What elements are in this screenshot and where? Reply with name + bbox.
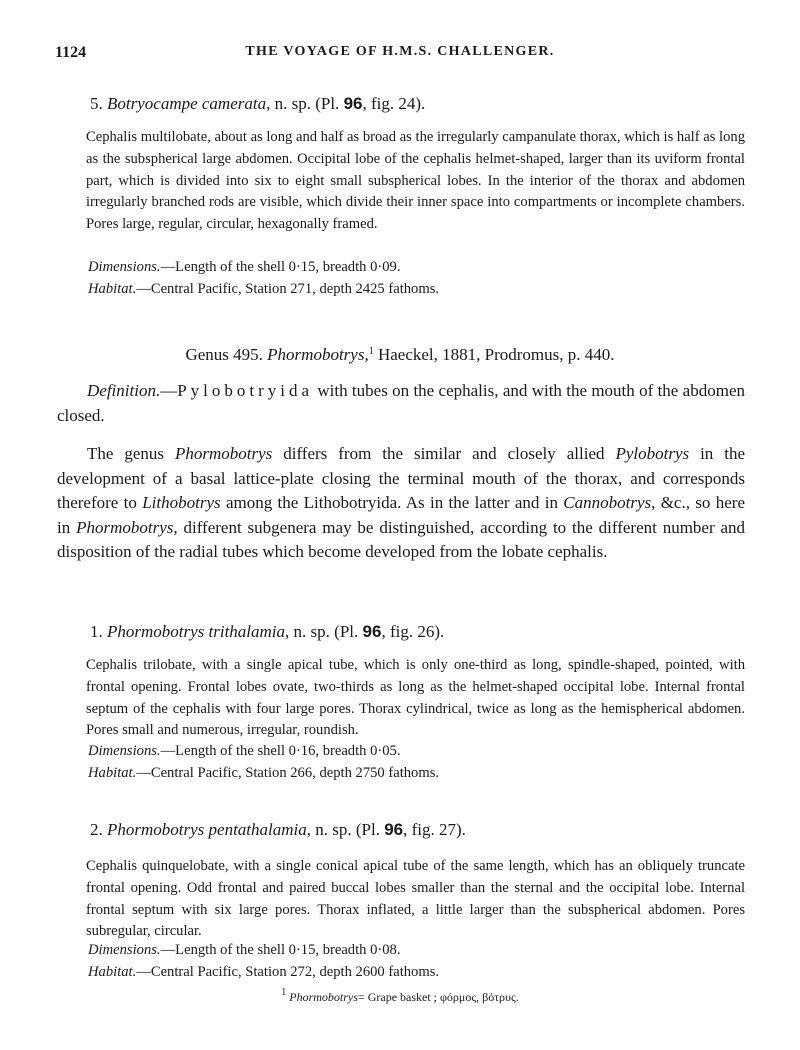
species-1-heading: 1. Phormobotrys trithalamia, n. sp. (Pl. 96, fig. 26). [90,622,445,641]
species-number: 1. [90,622,103,641]
species-name: Phormobotrys pentathalamia [107,820,307,839]
species-2-heading: 2. Phormobotrys pentathalamia, n. sp. (Pl. 96, fig. 27). [90,820,466,839]
species-5-heading: 5. Botryocampe camerata, n. sp. (Pl. 96, fig. 24). [90,94,426,113]
species-name: Botryocampe camerata [107,94,267,113]
running-title: THE VOYAGE OF H.M.S. CHALLENGER. [245,44,555,59]
species-1-dimensions: Dimensions.—Length of the shell 0·16, breadth 0·05. [88,743,401,759]
page-number: 1124 [55,44,87,61]
plate-number: 96 [343,94,363,113]
species-2-habitat: Habitat.—Central Pacific, Station 272, depth 2600 fathoms. [88,964,440,980]
species-number: 2. [90,820,103,839]
species-5-dimensions: Dimensions.—Length of the shell 0·15, breadth 0·09. [88,259,401,275]
footnote-ref: 1 [368,346,374,357]
species-5-habitat: Habitat.—Central Pacific, Station 271, depth 2425 fathoms. [88,281,440,297]
genus-definition: Definition.—Pylobotryida with tubes on the cephalis, and with the mouth of the abdomen closed. [57,381,745,425]
species-name: Phormobotrys trithalamia [107,622,286,641]
genus-discussion: The genus Phormobotrys differs from the similar and closely allied Pylobotrys in the development of a basal lattice-plate closing the terminal mouth of the thorax, and corresponds therefore to Lithobotrys among the Lithobotryida. As in the latter and in Cannobotrys, &c., so here in Phormobotrys, different subgenera may be distinguished, according to the different number and disposition of the radial tubes which become developed from the lobate cephalis. [57,444,746,561]
species-number: 5. [90,94,103,113]
plate-number: 96 [384,820,404,839]
genus-heading: Genus 495. Phormobotrys,$^1$ Haeckel, 1881, Prodromus, p. 440. [185,345,615,364]
species-1-description: Cephalis trilobate, with a single apical tube, which is only one-third as long, spindle-shaped, pointed, with frontal opening. Frontal lobes ovate, two-thirds as long as the helmet-shaped occipital lobe. Internal frontal septum of the cephalis with four large pores. Thorax cylindrical, twice as long as the hemispherical abdomen. Pores small and numerous, irregular, roundish. [86,657,745,739]
species-5-description: Cephalis multilobate, about as long and half as broad as the irregularly campanulate thorax, which is half as long as the subspherical large abdomen. Occipital lobe of the cephalis helmet-shaped, larger than its uviform frontal part, which is divided into six to eight small subspherical lobes. In the interior of the thorax and abdomen irregularly branched rods are visible, which divide their inner space into compartments or incomplete chambers. Pores large, regular, circular, hexagonally framed. [86,129,745,233]
plate-number: 96 [362,622,382,641]
footnote: $^1$ Phormobotrys= Grape basket ; φόρμος, βότρυς. [281,987,519,1004]
species-1-habitat: Habitat.—Central Pacific, Station 266, depth 2750 fathoms. [88,765,440,781]
species-2-description: Cephalis quinquelobate, with a single conical apical tube of the same length, which has an obliquely truncate frontal opening. Odd frontal and paired buccal lobes smaller than the sternal and the occipital lobe. Internal frontal septum with six large pores. Thorax inflated, a little larger than the subspherical abdomen. Pores subregular, circular. [86,858,745,940]
species-2-dimensions: Dimensions.—Length of the shell 0·15, breadth 0·08. [88,942,401,958]
